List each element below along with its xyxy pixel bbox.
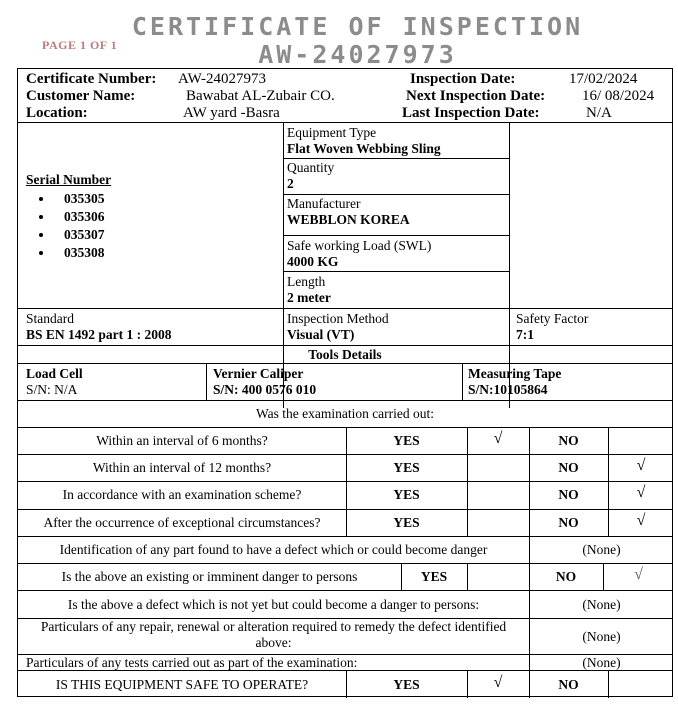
no-check: √ xyxy=(634,566,643,583)
certificate-title: CERTIFICATE OF INSPECTION xyxy=(131,12,584,41)
safe-working-load: Safe working Load (SWL) 4000 KG xyxy=(287,238,432,269)
tool-load-cell: Load Cell S/N: N/A xyxy=(26,366,83,397)
repair-value: (None) xyxy=(582,629,621,644)
safe-to-operate-label: IS THIS EQUIPMENT SAFE TO OPERATE? xyxy=(55,677,309,692)
tool-vernier-caliper: Vernier Caliper S/N: 400 0576 010 xyxy=(213,366,317,397)
yes-check: √ xyxy=(493,674,503,691)
certificate-table xyxy=(17,68,673,697)
last-inspection-value: N/A xyxy=(586,105,612,121)
location-label: Location: xyxy=(26,105,88,121)
danger-label: Is the above an existing or imminent danger to persons xyxy=(61,569,358,584)
defect-identification-label: Identification of any part found to have a defect which or could become danger xyxy=(59,542,488,557)
no-label: NO xyxy=(555,569,577,584)
serial-item: • 035308 xyxy=(54,244,111,262)
cert-number-value: AW-24027973 xyxy=(178,71,266,87)
safety-factor: Safety Factor 7:1 xyxy=(516,311,589,342)
tool-measuring-tape: Measuring Tape S/N:10105864 xyxy=(468,366,562,397)
no-check: √ xyxy=(636,512,646,529)
yes-check: √ xyxy=(493,430,503,447)
defect-identification-value: (None) xyxy=(582,542,621,557)
certificate-number-title: AW-24027973 xyxy=(258,40,457,69)
inspection-date-value: 17/02/2024 xyxy=(569,71,638,87)
no-check: √ xyxy=(636,457,646,474)
exam-question: Was the examination carried out: xyxy=(255,406,435,421)
repair-label: Particulars of any repair, renewal or alteration required to remedy the defect identified above: xyxy=(40,619,507,650)
next-inspection-label: Next Inspection Date: xyxy=(406,88,546,104)
serial-item: • 035307 xyxy=(54,226,111,244)
yes-label: YES xyxy=(393,515,420,530)
exam-row-label: In accordance with an examination scheme? xyxy=(62,487,302,502)
exam-row-label: After the occurrence of exceptional circumstances? xyxy=(43,515,321,530)
no-label: NO xyxy=(558,515,579,530)
cert-number-label: Certificate Number: xyxy=(26,71,157,87)
inspection-method: Inspection Method Visual (VT) xyxy=(287,311,389,342)
no-label: NO xyxy=(558,677,579,692)
serial-number-block xyxy=(26,172,111,262)
yes-label: YES xyxy=(420,569,448,584)
customer-value: Bawabat AL-Zubair CO. xyxy=(186,88,335,104)
exam-row-label: Within an interval of 12 months? xyxy=(92,460,272,475)
yes-label: YES xyxy=(393,487,420,502)
no-label: NO xyxy=(558,487,579,502)
no-label: NO xyxy=(558,460,579,475)
yes-label: YES xyxy=(393,433,420,448)
future-defect-value: (None) xyxy=(582,597,621,612)
future-defect-label: Is the above a defect which is not yet but could become a danger to persons: xyxy=(67,597,480,612)
yes-label: YES xyxy=(393,677,420,692)
equipment-type: Equipment Type Flat Woven Webbing Sling xyxy=(287,125,441,156)
customer-label: Customer Name: xyxy=(26,88,136,104)
exam-row-label: Within an interval of 6 months? xyxy=(96,433,268,448)
last-inspection-label: Last Inspection Date: xyxy=(402,105,540,121)
yes-label: YES xyxy=(393,460,420,475)
no-check: √ xyxy=(636,484,646,501)
no-label: NO xyxy=(558,433,579,448)
tests-value: (None) xyxy=(582,655,621,670)
next-inspection-value: 16/ 08/2024 xyxy=(582,88,655,104)
inspection-date-label: Inspection Date: xyxy=(410,71,516,87)
manufacturer: Manufacturer WEBBLON KOREA xyxy=(287,196,410,227)
serial-number-label: Serial Number xyxy=(26,172,112,187)
serial-item: • 035305 xyxy=(54,190,111,208)
page-number: PAGE 1 OF 1 xyxy=(42,38,118,52)
tools-title: Tools Details xyxy=(308,347,382,362)
location-value: AW yard -Basra xyxy=(183,105,280,121)
serial-list xyxy=(26,190,111,262)
length: Length 2 meter xyxy=(287,274,331,305)
standard: Standard BS EN 1492 part 1 : 2008 xyxy=(26,311,172,342)
quantity: Quantity 2 xyxy=(287,160,335,191)
tests-label: Particulars of any tests carried out as part of the examination: xyxy=(26,655,358,670)
serial-item: • 035306 xyxy=(54,208,111,226)
